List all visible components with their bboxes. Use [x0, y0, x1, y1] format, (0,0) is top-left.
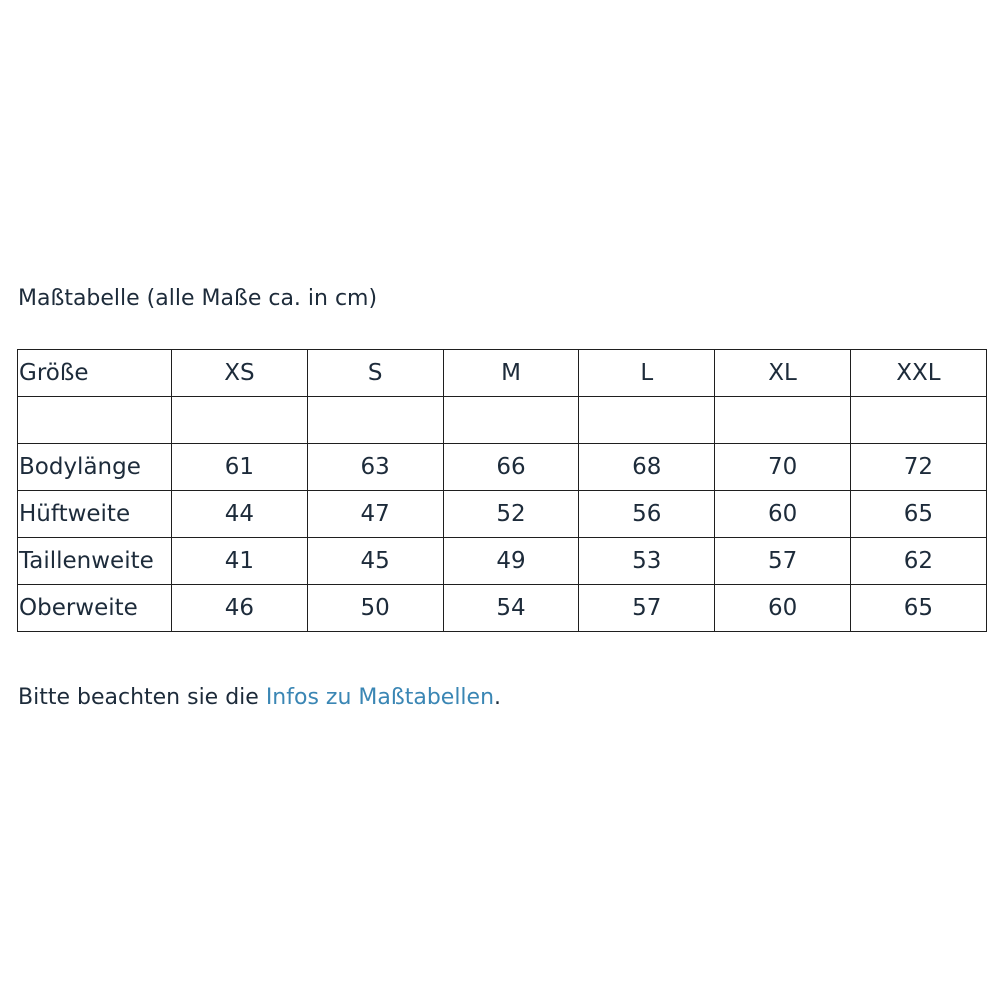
size-table: [17, 349, 987, 632]
header-cell-l: L: [579, 350, 715, 397]
table-cell: 44: [172, 491, 308, 538]
table-cell: 57: [579, 585, 715, 632]
header-cell-xs: XS: [172, 350, 308, 397]
table-row-hueftweite: [18, 491, 987, 538]
header-cell-size: Größe: [18, 350, 172, 397]
table-cell: 62: [850, 538, 986, 585]
info-note: [18, 683, 501, 713]
table-cell: [579, 397, 715, 444]
table-cell: 60: [715, 585, 851, 632]
table-cell: [715, 397, 851, 444]
table-cell: 41: [172, 538, 308, 585]
row-label: Bodylänge: [18, 444, 172, 491]
row-label: Taillenweite: [18, 538, 172, 585]
table-cell: 68: [579, 444, 715, 491]
table-cell: 45: [307, 538, 443, 585]
table-cell: [172, 397, 308, 444]
table-cell: 61: [172, 444, 308, 491]
table-cell: [443, 397, 579, 444]
table-row-oberweite: [18, 585, 987, 632]
table-cell: 60: [715, 491, 851, 538]
header-cell-m: M: [443, 350, 579, 397]
row-label: Hüftweite: [18, 491, 172, 538]
table-row-taillenweite: [18, 538, 987, 585]
table-cell: 65: [850, 491, 986, 538]
table-cell: 65: [850, 585, 986, 632]
table-cell: 72: [850, 444, 986, 491]
header-cell-xxl: XXL: [850, 350, 986, 397]
row-label: Oberweite: [18, 585, 172, 632]
table-cell: 66: [443, 444, 579, 491]
table-cell: [850, 397, 986, 444]
table-row-bodylaenge: [18, 444, 987, 491]
size-chart-info-link[interactable]: Infos zu Maßtabellen: [265, 685, 495, 710]
table-cell: 63: [307, 444, 443, 491]
table-row-empty: [18, 397, 987, 444]
table-cell: 57: [715, 538, 851, 585]
note-prefix: Bitte beachten sie die: [18, 685, 266, 710]
row-label: [18, 397, 172, 444]
header-cell-xl: XL: [715, 350, 851, 397]
table-cell: 70: [715, 444, 851, 491]
table-cell: [307, 397, 443, 444]
note-suffix: .: [494, 685, 502, 710]
table-header-row: [18, 350, 987, 397]
table-cell: 50: [307, 585, 443, 632]
table-cell: 56: [579, 491, 715, 538]
page-title: Maßtabelle (alle Maße ca. in cm): [18, 286, 378, 311]
table-cell: 46: [172, 585, 308, 632]
table-cell: 52: [443, 491, 579, 538]
header-cell-s: S: [307, 350, 443, 397]
table-cell: 47: [307, 491, 443, 538]
table-cell: 53: [579, 538, 715, 585]
table-cell: 49: [443, 538, 579, 585]
table-cell: 54: [443, 585, 579, 632]
